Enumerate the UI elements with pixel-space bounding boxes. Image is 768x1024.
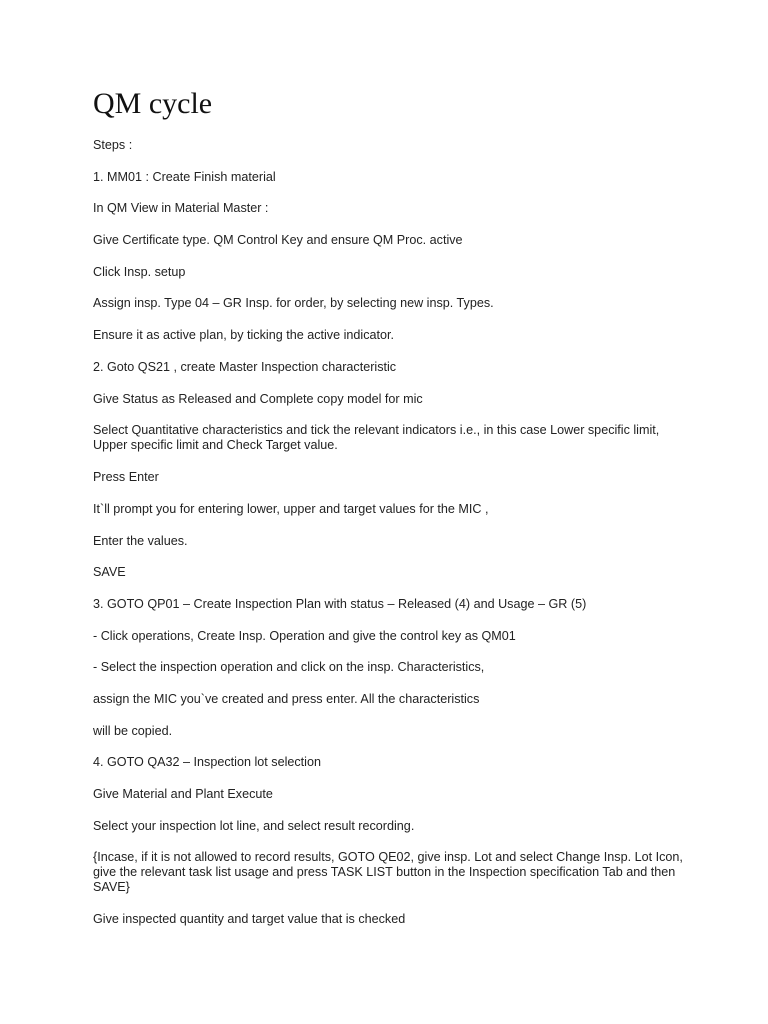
text-line-qm-view: In QM View in Material Master : bbox=[93, 201, 269, 215]
text-line-save: SAVE bbox=[93, 565, 126, 579]
text-line-click-operations: - Click operations, Create Insp. Operation and give the control key as QM01 bbox=[93, 629, 516, 643]
text-line-step4: 4. GOTO QA32 – Inspection lot selection bbox=[93, 755, 321, 769]
text-line-enter-values: Enter the values. bbox=[93, 534, 188, 548]
text-line-insp-setup: Click Insp. setup bbox=[93, 265, 186, 279]
text-line-result-recording: Select your inspection lot line, and select result recording. bbox=[93, 819, 415, 833]
text-line-certificate: Give Certificate type. QM Control Key and ensure QM Proc. active bbox=[93, 233, 463, 247]
text-line-step2: 2. Goto QS21 , create Master Inspection characteristic bbox=[93, 360, 397, 374]
text-line-prompt: It`ll prompt you for entering lower, upper and target values for the MIC , bbox=[93, 502, 489, 516]
page-title: QM cycle bbox=[93, 87, 213, 120]
text-line-steps: Steps : bbox=[93, 138, 133, 152]
text-line-step1: 1. MM01 : Create Finish material bbox=[93, 170, 276, 184]
text-line-step3: 3. GOTO QP01 – Create Inspection Plan with status – Released (4) and Usage – GR (5) bbox=[93, 597, 587, 611]
text-line-incase-note: {Incase, if it is not allowed to record results, GOTO QE02, give insp. Lot and select Change Insp. Lot Icon, give the relevant task list usage and press TASK LIST button in the Inspection specification Tab and then SAVE} bbox=[93, 850, 683, 894]
text-line-inspected-quantity: Give inspected quantity and target value that is checked bbox=[93, 912, 406, 926]
text-line-active-plan: Ensure it as active plan, by ticking the active indicator. bbox=[93, 328, 395, 342]
text-line-quantitative: Select Quantitative characteristics and tick the relevant indicators i.e., in this case Lower specific limit, Upper specific limit and Check Target value. bbox=[93, 423, 660, 452]
text-line-material-plant: Give Material and Plant Execute bbox=[93, 787, 273, 801]
text-line-assign-mic: assign the MIC you`ve created and press enter. All the characteristics bbox=[93, 692, 480, 706]
text-line-press-enter: Press Enter bbox=[93, 470, 159, 484]
text-line-copied: will be copied. bbox=[93, 724, 173, 738]
text-line-status: Give Status as Released and Complete copy model for mic bbox=[93, 392, 423, 406]
text-line-assign-type: Assign insp. Type 04 – GR Insp. for order, by selecting new insp. Types. bbox=[93, 296, 494, 310]
text-line-select-operation: - Select the inspection operation and click on the insp. Characteristics, bbox=[93, 660, 485, 674]
